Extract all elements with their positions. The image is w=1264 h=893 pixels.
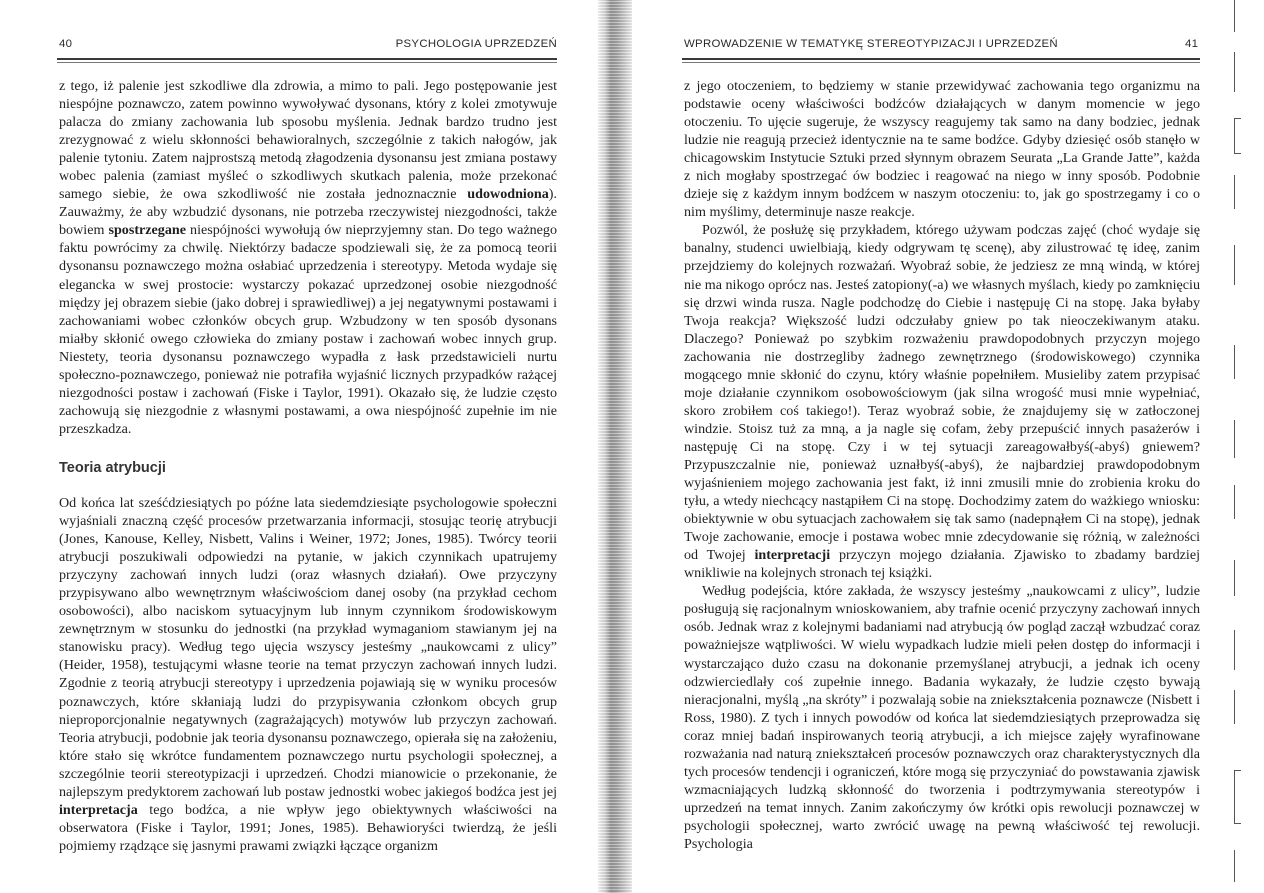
paragraph: Pozwól, że posłużę się przykładem, którego używam podczas zajęć (choć wydaje się banalny, studenci uwielbiają, kiedy odgrywam tę scenę), aby zilustrować tę ideę, zanim przejdziemy do kolejnych rozważań. Wyobraź sobie, że jedziesz ze mną windą, w której nie ma nikogo oprócz nas. Jesteś zatopiony(-a) we własnych myślach, kiedy po zamknięciu się drzwi winda rusza. Nagle podchodzę do Ciebie i następuję Ci na stopę. Jaka byłaby Twoja reakcja? Większość ludzi odczułaby gniew po tak nieoczekiwanym ataku. Dlaczego? Ponieważ po szybkim rozważeniu prawdopodobnych przyczyn mojego zachowania nie dostrzegliby żadnego zewnętrznego (środowiskowego) czynnika mogącego mnie skłonić do czynu, który właśnie popełniłem. Musieliby zatem przypisać moje działanie czynnikom osobowościowym (jak silna wrogość musi mnie wypełniać, skoro zrobiłem coś takiego!). Teraz wyobraź sobie, że znajdujemy się w zatłoczonej windzie. Stoisz tuż za mną, a ja nagle się cofam, żeby przepuścić innych pasażerów i następuję Ci na stopę. Czy i w tej sytuacji zareagowałbyś(-abyś) gniewem? Przypuszczalnie nie, ponieważ uznałbyś(-abyś), że najbardziej prawdopodobnym wyjaśnieniem mojego zachowania jest fakt, iż inni zmusili mnie do zrobienia kroku do tyłu, a wtedy niechcący nastąpiłem Ci na stopę. Dochodzimy zatem do ważkiego wniosku: obiektywnie w obu sytuacjach zachowałem się tak samo (nadepnąłem Ci na stopę), jednak Twoje zachowanie, emocje i postawa wobec mnie zdecydowanie się różnią, w zależności od Twojej interpretacji przyczyn mojego działania. Zjawisko to zbadamy bardziej wnikliwie na kolejnych stronach tej książki.: [684, 222, 1200, 582]
scan-edge-mark: [1234, 485, 1243, 519]
scan-edge-mark: [1234, 630, 1243, 670]
section-heading: Teoria atrybucji: [59, 459, 166, 476]
paragraph: z tego, iż palenie jest szkodliwe dla zdrowia, a mimo to pali. Jego postępowanie jest niespójne poznawczo, zatem powinno wywoływać dysonans, który z kolei zmotywuje palacza do zmiany zachowania lub sposobu myślenia. Jednak bardzo trudno jest zrezygnować z wielu skłonności behawioralnych, szczególnie z takich nałogów, jak palenie tytoniu. Zatem najprostszą metodą złagodzenia dysonansu jest zmiana postawy wobec palenia (zamiast myśleć o szkodliwych skutkach palenia, może przekonać samego siebie, że owa szkodliwość nie została jednoznacznie udowodniona). Zauważmy, że aby wzbudzić dysonans, nie potrzeba rzeczywistej niezgodności, także bowiem spostrzegane niespójności wywołują ów nieprzyjemny stan. Do tego ważnego faktu powrócimy za chwilę. Niektórzy badacze spodziewali się, że za pomocą teorii dysonansu poznawczego można osłabiać uprzedzenia i stereotypy. Metoda wydaje się elegancka w swej prostocie: wystarczy pokazać uprzedzonej osobie niezgodność między jej obrazem siebie (jako dobrej i sprawiedliwej) a jej negatywnymi postawami i zachowaniami wobec członków obcych grup. Wzbudzony w ten sposób dysonans miałby skłonić owego człowieka do zmiany postaw i zachowań wobec innych grup. Niestety, teoria dysonansu poznawczego wypadła z łask przedstawicieli nurtu społeczno-poznawczego, ponieważ nie potrafiła wyjaśnić licznych przypadków rażącej niezgodności postaw i zachowań (Fiske i Taylor, 1991). Okazało się, że ludzie często zachowują się niezgodnie z własnymi postawami, a owa niespójność zupełnie im nie przeszkadza.: [59, 78, 557, 437]
paragraph: Według podejścia, które zakłada, że wszyscy jesteśmy „naukowcami z ulicy”, ludzie posługują się racjonalnym wnioskowaniem, aby trafnie ocenić przyczyny zachowań innych osób. Jednak wraz z kolejnymi badaniami nad atrybucją ów pogląd zaczął wzbudzać coraz poważniejsze wątpliwości. W wielu wypadkach ludzie mieli pełen dostęp do informacji i wystarczająco dużo czasu na dokonanie przemyślanej atrybucji, a jednak ich oceny odzwierciedlały coś zupełnie innego. Badania wykazały, że ludzie często bywają nieracjonalni, myślą „na skróty” i pozwalają sobie na zniekształcenia poznawcze (Nisbett i Ross, 1980). Z tych i innych powodów od końca lat siedemdziesiątych przeprowadza się coraz mniej badań inspirowanych teorią atrybucji, a ich miejsce zajęły wyrafinowane rozważania nad naturą zniekształceń procesów poznawczych oraz charakterystycznych dla tych procesów tendencji i ograniczeń, które mogą się przyczyniać do powstawania zjawisk wzmacniających ludzką skłonność do tworzenia i podtrzymywania stereotypów i uprzedzeń na temat innych. Zanim zakończymy ów krótki opis rewolucji poznawczej w psychologii społecznej, warto zwrócić uwagę na pewną właściwość tej rewolucji. Psychologia: [684, 583, 1200, 852]
header-rule-left-thin: [57, 62, 557, 63]
page-number-left: 40: [59, 38, 73, 50]
running-head-right: WPROWADZENIE W TEMATYKĘ STEREOTYPIZACJI I UPRZEDZEŃ: [684, 38, 1058, 50]
header-rule-left: [57, 58, 557, 60]
right-page: [632, 0, 1264, 893]
book-gutter: [598, 0, 632, 893]
scan-edge-mark: [1234, 345, 1243, 379]
scan-edge-mark: [1234, 420, 1243, 458]
running-head-left: PSYCHOLOGIA UPRZEDZEŃ: [395, 38, 557, 50]
scan-edge-mark: [1234, 770, 1241, 824]
scan-edge-mark: [1234, 850, 1243, 882]
left-page-body: [59, 77, 557, 855]
right-page-body: [684, 77, 1200, 853]
header-rule-right-thin: [682, 62, 1200, 63]
scan-edge-mark: [1234, 118, 1241, 154]
paragraph: Od końca lat sześćdziesiątych po późne lata siedemdziesiąte psychologowie społeczni wyjaśniali znaczną część procesów przetwarzania informacji, stosując teorię atrybucji (Jones, Kanouse, Kelley, Nisbett, Valins i Weiner, 1972; Jones, 1985). Twórcy teorii atrybucji poszukiwali odpowiedzi na pytanie, w jakich czynnikach upatrujemy przyczyny zachowań innych ludzi (oraz własnych działań). Owe przyczyny przypisywano albo wewnętrznym właściwościom danej osoby (na przykład cechom osobowości), albo naciskom sytuacyjnym lub innym czynnikom środowiskowym zewnętrznym w stosunku do jednostki (na przykład wymaganiom stawianym jej na stanowisku pracy). Według tego ujęcia wszyscy jesteśmy „naukowcami z ulicy” (Heider, 1958), testującymi własne teorie na temat przyczyn zachowań innych ludzi. Zgodnie z teorią atrybucji stereotypy i uprzedzenia pojawiają się w wyniku procesów poznawczych, które skłaniają ludzi do przypisywania członkom obcych grup nieproporcjonalnie negatywnych (zagrażających) motywów lub przyczyn zachowań. Teoria atrybucji, podobnie jak teoria dysonansu poznawczego, opierała się na założeniu, które stało się wkrótce fundamentem poznawczego nurtu psychologii społecznej, a szczególnie teorii stereotypizacji i uprzedzeń. Chodzi mianowicie o przekonanie, że najlepszym predyktorem zachowań lub postaw jednostki wobec jakiegoś bodźca jest jej interpretacja tego bodźca, a nie wpływ jego obiektywnych właściwości na obserwatora (Fiske i Taylor, 1991; Jones, 1985). Behawioryści twierdzą, że jeśli pojmiemy rządzące się jasnymi prawami związki łączące organizm: [59, 494, 557, 854]
header-rule-right: [682, 58, 1200, 60]
scan-edge-mark: [1234, 560, 1243, 596]
left-page: [0, 0, 600, 893]
scan-edge-mark: [1234, 245, 1243, 285]
scan-edge-mark: [1234, 175, 1243, 209]
scan-edge-mark: [1234, 0, 1243, 32]
paragraph: z jego otoczeniem, to będziemy w stanie przewidywać zachowania tego organizmu na podstawie oceny właściwości bodźców działających w danym momencie w jego otoczeniu. To ujęcie sugeruje, że wszyscy reagujemy tak samo na dany bodziec, jednak ludzie nie reagują przecież identycznie na te same bodźce. Gdyby dziesięć osób stanęło w chicagowskim Instytucie Sztuki przed słynnym obrazem Seurata „La Grande Jatte”, każda z nich mogłaby spostrzegać ów bodziec i reagować na niego w inny sposób. Podobnie dzieje się z każdym innym bodźcem w naszym otoczeniu: to, jak go spostrzegamy i co o nim myślimy, determinuje nasze reakcje.: [684, 78, 1200, 221]
scan-edge-mark: [1234, 690, 1243, 724]
scan-edge-mark: [1234, 52, 1243, 92]
page-number-right: 41: [1185, 38, 1199, 50]
